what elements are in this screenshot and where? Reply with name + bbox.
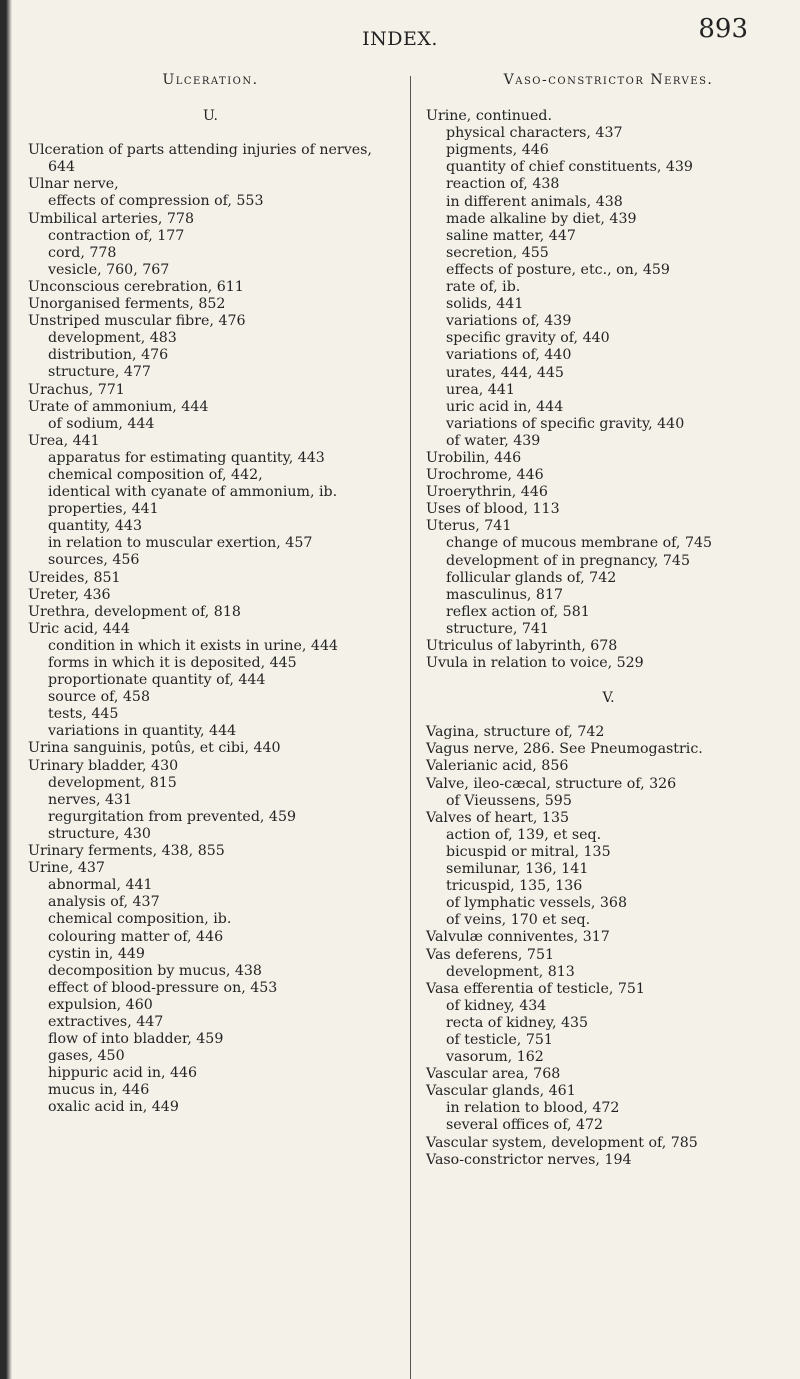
letter-heading-u: U. [203, 108, 218, 125]
page-binding-edge [0, 0, 12, 1379]
index-subentry: hippuric acid in, 446 [48, 1065, 198, 1082]
index-subentry: oxalic acid in, 449 [48, 1099, 179, 1116]
index-entry: Urine, continued. [426, 108, 552, 125]
index-entry: Ulnar nerve, [28, 176, 119, 193]
index-entry: Ureter, 436 [28, 586, 111, 603]
index-subentry: quantity, 443 [48, 518, 142, 535]
index-subentry: tests, 445 [48, 706, 119, 723]
index-subentry: structure, 477 [48, 364, 151, 381]
index-subentry: made alkaline by diet, 439 [446, 210, 637, 227]
index-subentry: recta of kidney, 435 [446, 1014, 589, 1031]
index-subentry: apparatus for estimating quantity, 443 [48, 449, 325, 466]
index-entry: Valves of heart, 135 [426, 809, 570, 826]
index-subentry: solids, 441 [446, 296, 524, 313]
index-entry: Valvulæ conniventes, 317 [426, 929, 610, 946]
index-subentry: masculinus, 817 [446, 586, 564, 603]
index-entry: Urachus, 771 [28, 381, 125, 398]
index-subentry: of water, 439 [446, 432, 541, 449]
index-subentry: distribution, 476 [48, 347, 169, 364]
index-entry: Vagus nerve, 286. See Pneumogastric. [426, 741, 703, 758]
index-subentry: variations of, 439 [446, 313, 572, 330]
index-subentry: forms in which it is deposited, 445 [48, 655, 297, 671]
index-subentry: development, 815 [48, 774, 177, 791]
index-subentry: secretion, 455 [446, 244, 549, 261]
index-subentry: development of in pregnancy, 745 [446, 552, 690, 569]
index-entry: Uroerythrin, 446 [426, 484, 548, 501]
index-subentry: gases, 450 [48, 1048, 125, 1065]
index-entry: Uses of blood, 113 [426, 501, 560, 518]
index-subentry: development, 483 [48, 330, 177, 347]
index-subentry: of testicle, 751 [446, 1031, 553, 1048]
index-entry: Urochrome, 446 [426, 467, 544, 484]
index-subentry: properties, 441 [48, 501, 159, 518]
index-entry: Urobilin, 446 [426, 449, 522, 466]
index-entry: Vasa efferentia of testicle, 751 [426, 980, 645, 997]
index-entry: Urea, 441 [28, 432, 100, 449]
index-entry: Unstriped muscular fibre, 476 [28, 313, 246, 330]
index-entry: Valve, ileo-cæcal, structure of, 326 [426, 775, 677, 792]
index-subentry: in relation to blood, 472 [446, 1100, 620, 1117]
index-subentry: several offices of, 472 [446, 1117, 604, 1134]
right-column [426, 72, 791, 1169]
index-subentry: extractives, 447 [48, 1013, 164, 1030]
index-subentry: source of, 458 [48, 689, 150, 706]
index-entry: Umbilical arteries, 778 [28, 210, 194, 227]
index-subentry: variations in quantity, 444 [48, 723, 237, 740]
index-entry: Urinary ferments, 438, 855 [28, 843, 225, 860]
index-subentry: in different animals, 438 [446, 193, 623, 210]
index-subentry: decomposition by mucus, 438 [48, 962, 262, 979]
index-entry: Unconscious cerebration, 611 [28, 278, 244, 295]
index-entry: Urina sanguinis, potûs, et cibi, 440 [28, 740, 281, 757]
index-entry: Vascular glands, 461 [426, 1083, 576, 1100]
right-entry-list-v [426, 724, 791, 1168]
left-column [28, 72, 393, 1117]
index-subentry: structure, 741 [446, 620, 549, 637]
index-subentry: of Vieussens, 595 [446, 792, 572, 809]
index-subentry: effect of blood-pressure on, 453 [48, 979, 278, 996]
index-subentry: rate of, ib. [446, 279, 521, 296]
index-subentry: physical characters, 437 [446, 125, 623, 142]
index-entry: Uterus, 741 [426, 518, 512, 535]
index-subentry: urea, 441 [446, 381, 515, 398]
index-subentry: flow of into bladder, 459 [48, 1031, 224, 1048]
index-subentry: sources, 456 [48, 552, 140, 569]
right-column-header: Vaso-constrictor Nerves. [503, 72, 714, 88]
index-subentry: specific gravity of, 440 [446, 330, 610, 347]
index-subentry: of veins, 170 et seq. [446, 912, 591, 929]
right-entry-list-u [426, 108, 791, 672]
index-entry: Vagina, structure of, 742 [426, 724, 605, 741]
index-subentry: chemical composition of, 442, [48, 466, 263, 483]
column-divider [410, 76, 411, 1379]
page-header: INDEX. [362, 28, 438, 50]
index-entry: Ureides, 851 [28, 569, 121, 586]
index-entry: Valerianic acid, 856 [426, 758, 569, 775]
index-subentry: cord, 778 [48, 244, 117, 261]
index-subentry: identical with cyanate of ammonium, ib. [48, 484, 338, 501]
index-subentry: saline matter, 447 [446, 227, 576, 244]
index-subentry: analysis of, 437 [48, 894, 160, 911]
index-subentry: cystin in, 449 [48, 945, 145, 962]
index-subentry: variations of, 440 [446, 347, 572, 364]
index-subentry: bicuspid or mitral, 135 [446, 843, 611, 860]
index-entry: Vaso-constrictor nerves, 194 [426, 1151, 632, 1168]
index-subentry: proportionate quantity of, 444 [48, 672, 266, 689]
index-subentry: abnormal, 441 [48, 877, 153, 894]
index-subentry: chemical composition, ib. [48, 911, 232, 928]
index-subentry: contraction of, 177 [48, 227, 185, 244]
index-entry: Ulceration of parts attending injuries of nerves, 644 [28, 142, 372, 176]
index-entry: Urine, 437 [28, 860, 105, 877]
index-subentry: colouring matter of, 446 [48, 928, 224, 945]
index-entry: Uric acid, 444 [28, 620, 130, 637]
index-entry: Uvula in relation to voice, 529 [426, 655, 644, 672]
index-entry: Vascular area, 768 [426, 1066, 561, 1083]
index-entry: Vas deferens, 751 [426, 946, 555, 963]
index-subentry: effects of posture, etc., on, 459 [446, 261, 670, 278]
index-entry: Utriculus of labyrinth, 678 [426, 638, 618, 654]
index-subentry: effects of compression of, 553 [48, 193, 264, 210]
letter-heading-v: V. [602, 690, 615, 707]
index-entry: Urinary bladder, 430 [28, 757, 179, 774]
index-subentry: uric acid in, 444 [446, 398, 564, 415]
index-subentry: pigments, 446 [446, 142, 549, 159]
index-subentry: of sodium, 444 [48, 415, 155, 432]
index-subentry: of kidney, 434 [446, 997, 547, 1014]
index-subentry: change of mucous membrane of, 745 [446, 535, 713, 552]
index-subentry: structure, 430 [48, 825, 151, 842]
index-entry: Urethra, development of, 818 [28, 603, 241, 620]
index-entry: Vascular system, development of, 785 [426, 1134, 698, 1151]
index-subentry: quantity of chief constituents, 439 [446, 159, 693, 176]
index-subentry: of lymphatic vessels, 368 [446, 895, 627, 912]
index-subentry: vasorum, 162 [446, 1049, 544, 1066]
index-subentry: follicular glands of, 742 [446, 569, 617, 586]
left-column-header: Ulceration. [162, 72, 259, 88]
index-subentry: expulsion, 460 [48, 996, 153, 1013]
index-subentry: reaction of, 438 [446, 176, 560, 193]
index-subentry: in relation to muscular exertion, 457 [48, 535, 313, 552]
index-subentry: development, 813 [446, 963, 575, 980]
index-entry: Unorganised ferments, 852 [28, 296, 226, 313]
index-entry: Urate of ammonium, 444 [28, 398, 209, 415]
index-subentry: action of, 139, et seq. [446, 826, 602, 843]
index-subentry: regurgitation from prevented, 459 [48, 808, 297, 825]
left-entry-list [28, 142, 393, 1116]
index-subentry: nerves, 431 [48, 791, 133, 808]
index-subentry: tricuspid, 135, 136 [446, 878, 583, 895]
index-subentry: semilunar, 136, 141 [446, 861, 589, 878]
index-subentry: vesicle, 760, 767 [48, 261, 170, 278]
index-subentry: mucus in, 446 [48, 1082, 150, 1099]
page-number: 893 [698, 14, 748, 44]
index-subentry: condition in which it exists in urine, 444 [48, 637, 338, 654]
index-subentry: urates, 444, 445 [446, 364, 564, 381]
index-subentry: reflex action of, 581 [446, 603, 590, 620]
index-subentry: variations of specific gravity, 440 [446, 415, 685, 432]
